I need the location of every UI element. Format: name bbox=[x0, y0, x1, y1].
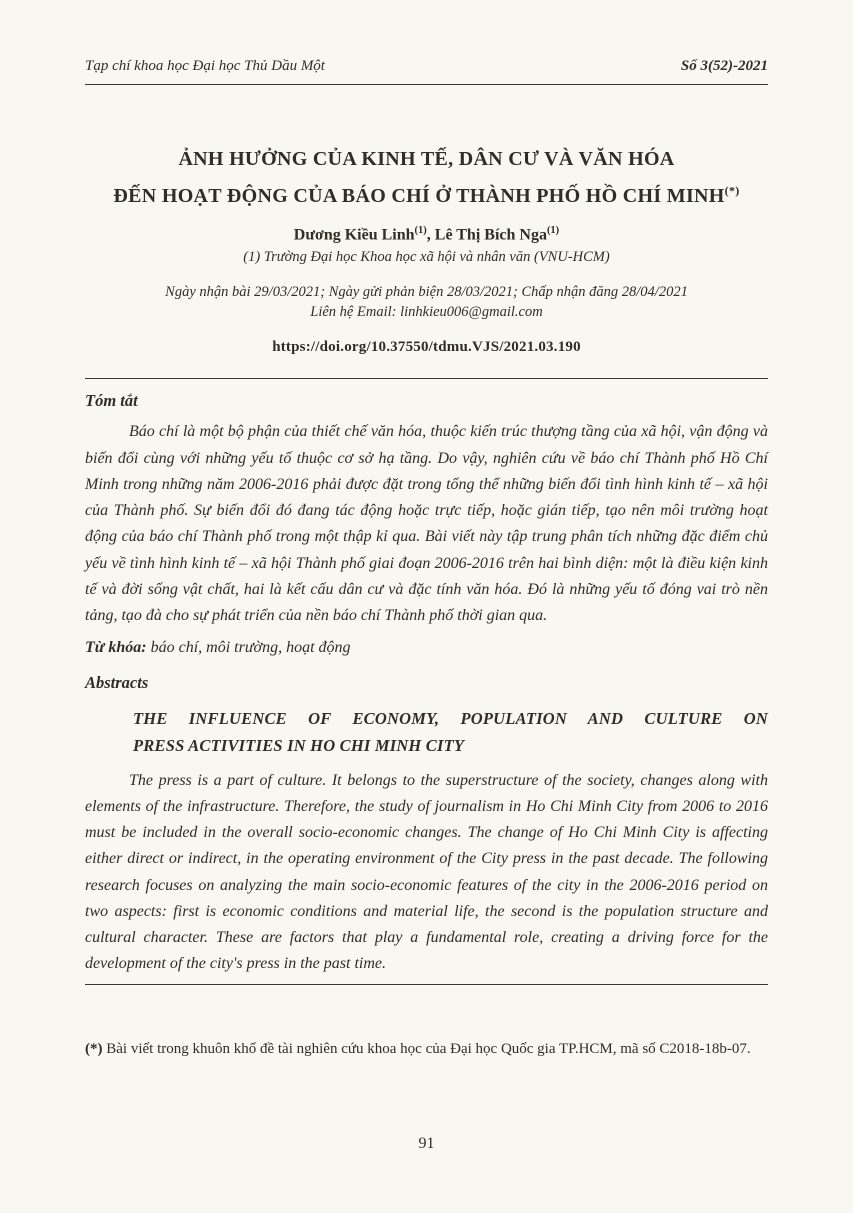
author-superscript-2: (1) bbox=[546, 225, 560, 236]
authors-line bbox=[85, 225, 768, 244]
author-name-1: Dương Kiều Linh bbox=[293, 226, 415, 244]
title-block bbox=[85, 141, 768, 356]
keywords-label: Từ khóa: bbox=[85, 639, 147, 657]
english-title-line-1: THE INFLUENCE OF ECONOMY, POPULATION AND CULTURE ON bbox=[133, 709, 768, 729]
page-header bbox=[85, 58, 768, 75]
author-superscript-1: (1) bbox=[414, 225, 427, 236]
abstract-english-section bbox=[85, 673, 768, 977]
footnote bbox=[85, 1037, 768, 1061]
abstract-body-vi: Báo chí là một bộ phận của thiết chế văn hóa, thuộc kiến trúc thượng tầng của xã hội, vận động và biến đổi cùng với những yếu tố thuộc cơ sở hạ tầng. Do vậy, nghiên cứu về báo chí Thành phố Hồ Chí Minh trong những năm 2006-2016 phải được đặt trong tổng thể những biến đổi tình hình kinh tế – xã hội của Thành phố. Sự biến đổi đó đang tác động hoặc trực tiếp, hoặc gián tiếp, tạo nên môi trường hoạt động của báo chí Thành phố trong một thập kỉ qua. Bài viết này tập trung phân tích những đặc điểm chủ yếu về tình hình kinh tế – xã hội Thành phố giai đoạn 2006-2016 trên hai bình diện: một là điều kiện kinh tế và đời sống vật chất, hai là kết cấu dân cư và đặc tính văn hóa. Đó là những yếu tố đóng vai trò nền tảng, tạo đà cho sự phát triển của nền báo chí Thành phố thời gian qua. bbox=[85, 423, 768, 624]
abstract-vietnamese-section bbox=[85, 391, 768, 657]
keywords-text: báo chí, môi trường, hoạt động bbox=[146, 639, 351, 657]
page-number: 91 bbox=[418, 1135, 435, 1152]
affiliation: (1) Trường Đại học Khoa học xã hội và nhân văn (VNU-HCM) bbox=[243, 249, 610, 266]
title-line-1: ẢNH HƯỞNG CỦA KINH TẾ, DÂN CƯ VÀ VĂN HÓA bbox=[178, 148, 675, 170]
issue-number: Số 3(52)-2021 bbox=[680, 58, 768, 74]
contact-email: Liên hệ Email: linhkieu006@gmail.com bbox=[310, 304, 543, 321]
doi-link: https://doi.org/10.37550/tdmu.VJS/2021.03.190 bbox=[272, 339, 581, 356]
abstract-heading-vi: Tóm tắt bbox=[85, 391, 138, 411]
author-separator: , bbox=[426, 226, 435, 244]
received-dates: Ngày nhận bài 29/03/2021; Ngày gửi phản biện 28/03/2021; Chấp nhận đăng 28/04/2021 bbox=[165, 284, 688, 301]
footnote-mark: (*) bbox=[85, 1040, 103, 1057]
header-rule bbox=[85, 84, 768, 85]
abstract-body-en: The press is a part of culture. It belongs to the superstructure of the society, changes along with elements of the infrastructure. Therefore, the study of journalism in Ho Chi Minh City from 2006 to 2016 must be included in the overall socio-economic changes. The change of Ho Chi Minh City is affecting either direct or indirect, in the operating environment of the City press in the past decade. The following research focuses on analyzing the main socio-economic features of the city in the 2006-2016 period on two aspects: first is economic conditions and material life, the second is the population structure and cultural character. These are factors that play a fundamental role, creating a driving force for the development of the city's press in the past time. bbox=[85, 771, 768, 973]
english-title bbox=[85, 705, 768, 759]
keywords-line bbox=[85, 639, 768, 657]
author-name-2: Lê Thị Bích Nga bbox=[434, 226, 547, 244]
footnote-text: Bài viết trong khuôn khổ đề tài nghiên cứu khoa học của Đại học Quốc gia TP.HCM, mã số C2018-18b-07. bbox=[102, 1040, 751, 1057]
footer-rule bbox=[85, 984, 768, 985]
title-line-2: ĐẾN HOẠT ĐỘNG CỦA BÁO CHÍ Ở THÀNH PHỐ HỒ CHÍ MINH bbox=[113, 185, 725, 207]
journal-name: Tạp chí khoa học Đại học Thủ Dầu Một bbox=[85, 58, 325, 74]
title-footnote-marker: (*) bbox=[724, 183, 740, 198]
article-title bbox=[85, 141, 768, 215]
abstract-heading-en: Abstracts bbox=[85, 673, 149, 693]
section-rule bbox=[85, 378, 768, 379]
english-title-line-2: PRESS ACTIVITIES IN HO CHI MINH CITY bbox=[133, 736, 465, 756]
